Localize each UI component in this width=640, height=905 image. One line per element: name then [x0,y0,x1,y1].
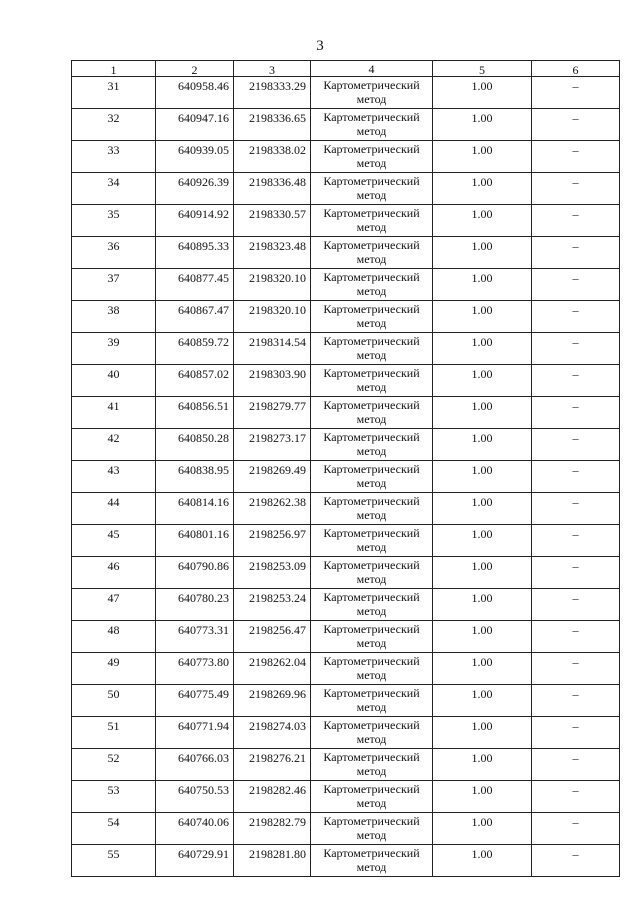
error-cell: 1.00 [433,493,532,525]
y-coordinate-cell: 2198274.03 [234,717,311,749]
method-line: Картометрический [323,558,420,572]
error-cell: 1.00 [433,365,532,397]
column-header-1: 1 [72,61,156,77]
error-cell: 1.00 [433,269,532,301]
point-number-cell: 46 [72,557,156,589]
x-coordinate-cell: 640814.16 [156,493,234,525]
method-line: метод [356,284,387,298]
method-line: Картометрический [323,750,420,764]
y-coordinate-cell: 2198336.48 [234,173,311,205]
method-cell [311,557,433,589]
y-coordinate-cell: 2198320.10 [234,269,311,301]
method-cell [311,365,433,397]
y-coordinate-cell: 2198262.04 [234,653,311,685]
y-coordinate-cell: 2198273.17 [234,429,311,461]
method-cell [311,685,433,717]
x-coordinate-cell: 640857.02 [156,365,234,397]
table-row [72,237,620,269]
x-coordinate-cell: 640780.23 [156,589,234,621]
y-coordinate-cell: 2198256.97 [234,525,311,557]
x-coordinate-cell: 640790.86 [156,557,234,589]
method-cell [311,109,433,141]
method-cell [311,493,433,525]
table-row [72,493,620,525]
table-row [72,749,620,781]
error-cell: 1.00 [433,77,532,109]
column-header-2: 2 [156,61,234,77]
method-line: Картометрический [323,78,420,92]
table-row [72,269,620,301]
point-number-cell: 41 [72,397,156,429]
method-line: метод [356,668,387,682]
note-cell: – [532,237,620,269]
y-coordinate-cell: 2198314.54 [234,333,311,365]
note-cell: – [532,397,620,429]
error-cell: 1.00 [433,685,532,717]
y-coordinate-cell: 2198330.57 [234,205,311,237]
x-coordinate-cell: 640856.51 [156,397,234,429]
note-cell: – [532,589,620,621]
column-header-4: 4 [311,61,433,77]
point-number-cell: 33 [72,141,156,173]
note-cell: – [532,109,620,141]
method-cell [311,781,433,813]
y-coordinate-cell: 2198338.02 [234,141,311,173]
point-number-cell: 32 [72,109,156,141]
x-coordinate-cell: 640877.45 [156,269,234,301]
point-number-cell: 42 [72,429,156,461]
method-line: метод [356,92,387,106]
point-number-cell: 45 [72,525,156,557]
method-line: метод [356,252,387,266]
y-coordinate-cell: 2198320.10 [234,301,311,333]
method-line: Картометрический [323,174,420,188]
note-cell: – [532,781,620,813]
note-cell: – [532,301,620,333]
error-cell: 1.00 [433,333,532,365]
method-cell [311,237,433,269]
point-number-cell: 39 [72,333,156,365]
y-coordinate-cell: 2198282.46 [234,781,311,813]
method-line: Картометрический [323,494,420,508]
error-cell: 1.00 [433,461,532,493]
note-cell: – [532,717,620,749]
method-cell [311,525,433,557]
note-cell: – [532,749,620,781]
method-cell [311,141,433,173]
note-cell: – [532,557,620,589]
method-cell [311,845,433,877]
table-row [72,621,620,653]
y-coordinate-cell: 2198276.21 [234,749,311,781]
table-row [72,653,620,685]
coordinates-table [71,60,620,877]
point-number-cell: 35 [72,205,156,237]
x-coordinate-cell: 640773.31 [156,621,234,653]
note-cell: – [532,685,620,717]
y-coordinate-cell: 2198253.09 [234,557,311,589]
method-cell [311,717,433,749]
method-line: Картометрический [323,110,420,124]
method-line: метод [356,508,387,522]
y-coordinate-cell: 2198282.79 [234,813,311,845]
method-cell [311,397,433,429]
note-cell: – [532,493,620,525]
point-number-cell: 34 [72,173,156,205]
x-coordinate-cell: 640775.49 [156,685,234,717]
error-cell: 1.00 [433,429,532,461]
x-coordinate-cell: 640771.94 [156,717,234,749]
table-row [72,109,620,141]
table-row [72,173,620,205]
point-number-cell: 55 [72,845,156,877]
point-number-cell: 37 [72,269,156,301]
table-row [72,141,620,173]
method-cell [311,429,433,461]
table-header-row [72,61,620,77]
method-cell [311,205,433,237]
x-coordinate-cell: 640867.47 [156,301,234,333]
method-line: метод [356,700,387,714]
method-line: Картометрический [323,398,420,412]
method-line: метод [356,636,387,650]
error-cell: 1.00 [433,589,532,621]
method-line: метод [356,188,387,202]
method-line: Картометрический [323,846,420,860]
method-line: Картометрический [323,366,420,380]
point-number-cell: 36 [72,237,156,269]
note-cell: – [532,621,620,653]
method-cell [311,301,433,333]
table-row [72,781,620,813]
y-coordinate-cell: 2198336.65 [234,109,311,141]
x-coordinate-cell: 640947.16 [156,109,234,141]
method-line: Картометрический [323,654,420,668]
error-cell: 1.00 [433,717,532,749]
table-row [72,845,620,877]
note-cell: – [532,141,620,173]
error-cell: 1.00 [433,205,532,237]
x-coordinate-cell: 640729.91 [156,845,234,877]
column-header-3: 3 [234,61,311,77]
method-line: метод [356,220,387,234]
error-cell: 1.00 [433,749,532,781]
table-row [72,205,620,237]
error-cell: 1.00 [433,845,532,877]
y-coordinate-cell: 2198279.77 [234,397,311,429]
x-coordinate-cell: 640859.72 [156,333,234,365]
error-cell: 1.00 [433,109,532,141]
error-cell: 1.00 [433,781,532,813]
method-line: Картометрический [323,814,420,828]
y-coordinate-cell: 2198281.80 [234,845,311,877]
method-cell [311,269,433,301]
point-number-cell: 47 [72,589,156,621]
method-line: метод [356,348,387,362]
method-line: метод [356,124,387,138]
x-coordinate-cell: 640958.46 [156,77,234,109]
method-line: метод [356,476,387,490]
y-coordinate-cell: 2198269.96 [234,685,311,717]
table-row [72,429,620,461]
x-coordinate-cell: 640750.53 [156,781,234,813]
note-cell: – [532,333,620,365]
x-coordinate-cell: 640895.33 [156,237,234,269]
error-cell: 1.00 [433,141,532,173]
method-line: метод [356,732,387,746]
error-cell: 1.00 [433,653,532,685]
method-cell [311,461,433,493]
method-line: метод [356,860,387,874]
x-coordinate-cell: 640926.39 [156,173,234,205]
method-cell [311,621,433,653]
x-coordinate-cell: 640850.28 [156,429,234,461]
point-number-cell: 48 [72,621,156,653]
method-line: метод [356,412,387,426]
method-line: Картометрический [323,142,420,156]
method-line: Картометрический [323,302,420,316]
table-row [72,525,620,557]
method-line: метод [356,380,387,394]
method-line: метод [356,796,387,810]
point-number-cell: 31 [72,77,156,109]
table-row [72,589,620,621]
method-line: Картометрический [323,718,420,732]
note-cell: – [532,813,620,845]
error-cell: 1.00 [433,813,532,845]
note-cell: – [532,461,620,493]
method-line: Картометрический [323,526,420,540]
x-coordinate-cell: 640801.16 [156,525,234,557]
y-coordinate-cell: 2198262.38 [234,493,311,525]
x-coordinate-cell: 640766.03 [156,749,234,781]
method-line: Картометрический [323,686,420,700]
point-number-cell: 54 [72,813,156,845]
x-coordinate-cell: 640740.06 [156,813,234,845]
note-cell: – [532,429,620,461]
table-row [72,685,620,717]
method-line: метод [356,156,387,170]
point-number-cell: 53 [72,781,156,813]
method-line: Картометрический [323,622,420,636]
error-cell: 1.00 [433,525,532,557]
method-cell [311,813,433,845]
table-row [72,813,620,845]
table-row [72,557,620,589]
table-row [72,333,620,365]
method-line: метод [356,604,387,618]
y-coordinate-cell: 2198256.47 [234,621,311,653]
method-cell [311,589,433,621]
note-cell: – [532,525,620,557]
method-cell [311,173,433,205]
method-line: метод [356,540,387,554]
x-coordinate-cell: 640838.95 [156,461,234,493]
error-cell: 1.00 [433,301,532,333]
method-cell [311,653,433,685]
y-coordinate-cell: 2198323.48 [234,237,311,269]
error-cell: 1.00 [433,173,532,205]
method-line: Картометрический [323,590,420,604]
table-row [72,77,620,109]
table-row [72,461,620,493]
note-cell: – [532,77,620,109]
column-header-5: 5 [433,61,532,77]
method-line: метод [356,828,387,842]
error-cell: 1.00 [433,237,532,269]
x-coordinate-cell: 640773.80 [156,653,234,685]
method-line: Картометрический [323,430,420,444]
method-line: Картометрический [323,238,420,252]
error-cell: 1.00 [433,557,532,589]
note-cell: – [532,173,620,205]
x-coordinate-cell: 640914.92 [156,205,234,237]
point-number-cell: 38 [72,301,156,333]
method-line: Картометрический [323,462,420,476]
x-coordinate-cell: 640939.05 [156,141,234,173]
point-number-cell: 43 [72,461,156,493]
point-number-cell: 49 [72,653,156,685]
method-line: метод [356,316,387,330]
method-line: Картометрический [323,270,420,284]
error-cell: 1.00 [433,621,532,653]
point-number-cell: 52 [72,749,156,781]
method-line: метод [356,572,387,586]
table-row [72,301,620,333]
method-line: метод [356,764,387,778]
y-coordinate-cell: 2198303.90 [234,365,311,397]
point-number-cell: 50 [72,685,156,717]
note-cell: – [532,653,620,685]
note-cell: – [532,365,620,397]
point-number-cell: 40 [72,365,156,397]
table-row [72,397,620,429]
method-cell [311,77,433,109]
point-number-cell: 44 [72,493,156,525]
y-coordinate-cell: 2198253.24 [234,589,311,621]
table-row [72,717,620,749]
method-line: Картометрический [323,206,420,220]
coordinates-table-body [72,61,620,877]
table-row [72,365,620,397]
method-line: Картометрический [323,782,420,796]
y-coordinate-cell: 2198269.49 [234,461,311,493]
error-cell: 1.00 [433,397,532,429]
y-coordinate-cell: 2198333.29 [234,77,311,109]
column-header-6: 6 [532,61,620,77]
note-cell: – [532,845,620,877]
method-line: Картометрический [323,334,420,348]
note-cell: – [532,205,620,237]
method-line: метод [356,444,387,458]
point-number-cell: 51 [72,717,156,749]
method-cell [311,333,433,365]
method-cell [311,749,433,781]
note-cell: – [532,269,620,301]
page-number: 3 [316,38,324,54]
